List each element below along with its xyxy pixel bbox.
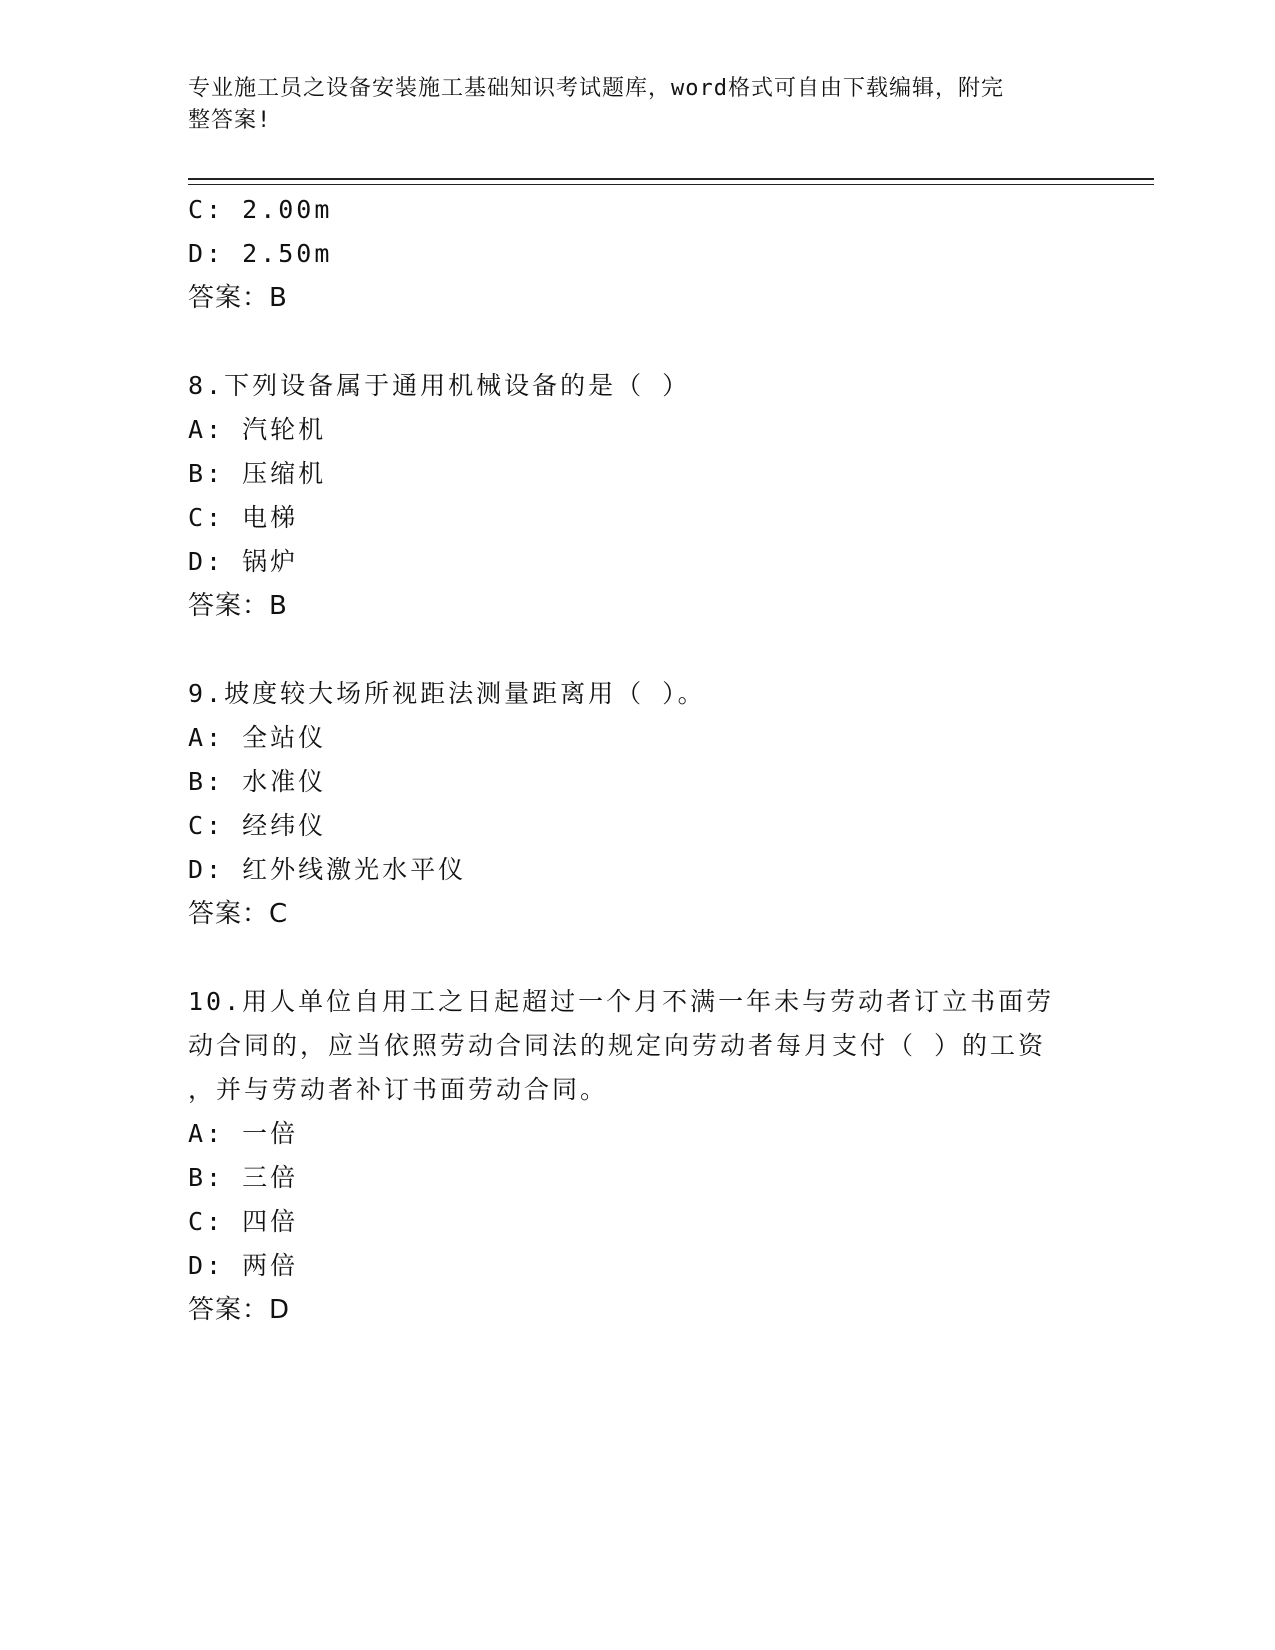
q8-answer: 答案：B (188, 591, 288, 621)
q8-question: 8.下列设备属于通用机械设备的是（ ） (188, 371, 691, 400)
prev-option-d: D: 2.50m (188, 239, 333, 268)
q10-option-d: D: 两倍 (188, 1251, 299, 1280)
q10-option-c: C: 四倍 (188, 1207, 299, 1236)
q10-question-line-3: ，并与劳动者补订书面劳动合同。 (188, 1075, 609, 1104)
q8-option-d: D: 锅炉 (188, 547, 299, 576)
q10-answer: 答案：D (188, 1295, 291, 1325)
document-header (188, 73, 1068, 137)
q9-question: 9.坡度较大场所视距法测量距离用（ ）。 (188, 679, 706, 708)
q10-option-b: B: 三倍 (188, 1163, 299, 1192)
q8-option-b: B: 压缩机 (188, 459, 327, 488)
q10-question-line-2: 动合同的，应当依照劳动合同法的规定向劳动者每月支付（ ）的工资 (188, 1031, 1047, 1060)
q9-option-b: B: 水准仪 (188, 767, 327, 796)
q8-option-c: C: 电梯 (188, 503, 299, 532)
q9-answer: 答案：C (188, 899, 289, 929)
q10-question-line-1: 10.用人单位自用工之日起超过一个月不满一年未与劳动者订立书面劳 (188, 987, 1055, 1016)
q9-option-d: D: 红外线激光水平仪 (188, 855, 467, 884)
q9-option-c: C: 经纬仪 (188, 811, 327, 840)
q9-option-a: A: 全站仪 (188, 723, 327, 752)
prev-option-c: C: 2.00m (188, 195, 333, 224)
header-line-2: 整答案! (188, 108, 272, 133)
prev-answer: 答案：B (188, 283, 288, 313)
q10-option-a: A: 一倍 (188, 1119, 299, 1148)
header-line-1: 专业施工员之设备安装施工基础知识考试题库，word格式可自由下载编辑，附完 (188, 76, 1004, 101)
header-divider-thin (188, 184, 1154, 185)
header-divider-thick (188, 178, 1154, 180)
q8-option-a: A: 汽轮机 (188, 415, 327, 444)
